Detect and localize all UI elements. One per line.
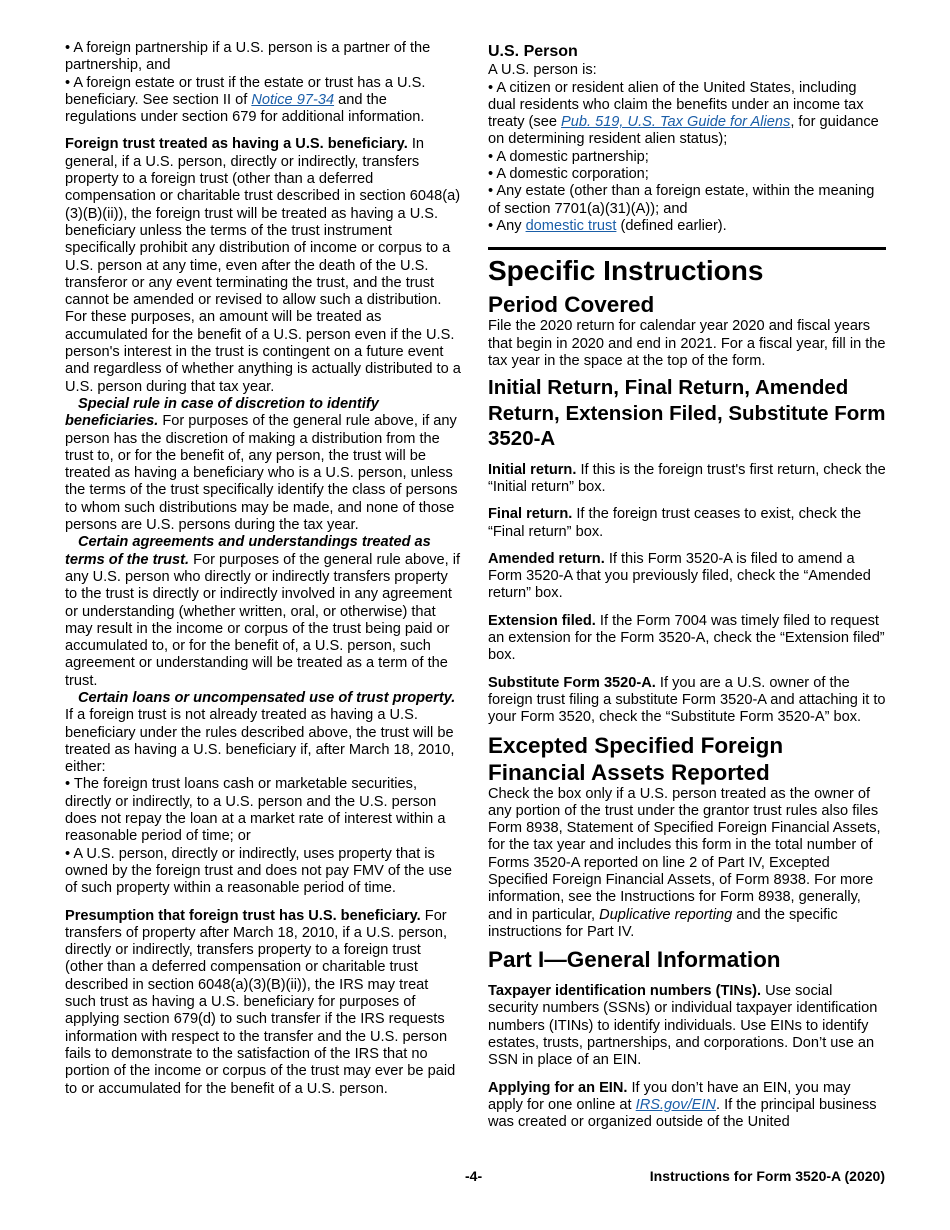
initial-return-heading: Initial Return, Final Return, Amended Return, Extension Filed, Substitute Form 3520-A xyxy=(488,376,886,451)
page-number: -4- xyxy=(465,1168,483,1184)
run-in-heading: Initial return. xyxy=(488,461,577,478)
domestic-trust-link[interactable]: domestic trust xyxy=(525,217,617,234)
bullet-trust-loans: • The foreign trust loans cash or marketable securities, directly or indirectly, to a U.S. person and the U.S. person does not repay the loan at a market rate of interest within a reasonable period of time; or xyxy=(65,776,446,845)
irs-ein-link[interactable]: IRS.gov/EIN xyxy=(635,1096,716,1113)
bullet-foreign-estate xyxy=(65,75,461,127)
paragraph-text: and the specific instructions for Part IV. xyxy=(488,906,838,940)
pub-519-link[interactable]: Pub. 519, U.S. Tax Guide for Aliens xyxy=(561,114,791,131)
paragraph-presumption xyxy=(65,908,461,1098)
run-in-heading: Applying for an EIN. xyxy=(488,1079,628,1096)
run-in-heading: Special rule in case of discretion to identify beneficiaries. xyxy=(65,395,379,430)
paragraph-text: For purposes of the general rule above, if any person has the discretion of making a distribution from the trust to, or for the benefit of, any person, the trust will be treated as having a beneficiary who is a U.S. person, unless the terms of the trust specifically identify the class of persons to whom such distributions may be made, and none of those persons are U.S. persons during the tax year. xyxy=(65,413,458,534)
notice-97-34-link[interactable]: Notice 97-34 xyxy=(251,91,335,108)
bullet-text: and the regulations under section 679 for additional information. xyxy=(65,91,425,126)
excepted-assets-heading: Excepted Specified Foreign Financial Assets Reported xyxy=(488,732,784,785)
run-in-heading: Presumption that foreign trust has U.S. beneficiary. xyxy=(65,907,421,924)
paragraph-text: . If the principal business was created or organized outside of the United xyxy=(488,1096,877,1131)
paragraph-extension-filed xyxy=(488,613,886,665)
paragraph-initial-return xyxy=(488,462,886,497)
paragraph-text: If you are a U.S. owner of the foreign trust filing a substitute Form 3520-A and attaching it to your Form 3520, check the “Substitute Form 3520-A” box. xyxy=(488,674,886,726)
bullet-text: , for guidance on determining resident alien status); xyxy=(488,114,879,148)
bullet-domestic-corporation: • A domestic corporation; xyxy=(488,166,649,183)
left-column xyxy=(65,40,461,1098)
paragraph-text: If the Form 7004 was timely filed to request an extension for the Form 3520-A, check the “Extension filed” box. xyxy=(488,612,885,664)
run-in-heading: Certain loans or uncompensated use of trust property. xyxy=(78,689,456,706)
paragraph-text: If this Form 3520-A is filed to amend a Form 3520-A that you previously filed, check the “Amended return” box. xyxy=(488,550,871,602)
run-in-heading: Amended return. xyxy=(488,550,605,567)
paragraph-text: In general, if a U.S. person, directly or indirectly, transfers property to a foreign trust (other than a deferred compensation or charitable trust described in section 6048(a)(3)(B)(ii)), the foreign trust will be treated as having a U.S. beneficiary unless the terms of the trust instrument specifically prohibit any distribution of income or corpus to a U.S. person at any time, even after the death of the U.S. transferor or any event terminating the trust, and the trust cannot be amended or revised to allow such a distribution. For these purposes, an amount will be treated as accumulated for the benefit of a U.S. person even if the U.S. person's interest in the trust is contingent on a future event and regardless of whether anything is actually distributed to a U.S. person during that tax year. xyxy=(65,136,461,395)
run-in-heading: Certain agreements and understandings treated as terms of the trust. xyxy=(65,534,431,568)
bullet-text: • A foreign estate or trust if the estate or trust has a U.S. beneficiary. See section II of xyxy=(65,74,426,108)
paragraph-applying-ein xyxy=(488,1080,886,1132)
italic-term: Duplicative reporting xyxy=(599,906,733,923)
footer-form-title: Instructions for Form 3520-A (2020) xyxy=(649,1168,885,1184)
paragraph-agreements xyxy=(65,534,461,690)
bullet-text: (defined earlier). xyxy=(616,217,727,234)
run-in-heading: Final return. xyxy=(488,506,573,523)
bullet-citizen xyxy=(488,80,886,149)
run-in-heading: Foreign trust treated as having a U.S. beneficiary. xyxy=(65,136,408,153)
paragraph-text: Check the box only if a U.S. person treated as the owner of any portion of the trust under the grantor trust rules also files Form 8938, Statement of Specified Foreign Financial Assets, for the tax year and includes this form in the total number of Forms 3520-A reported on line 2 of Part IV, Excepted Specified Foreign Financial Assets, of Form 8938. For more information, see the Instructions for Form 8938, generally, and in particular, xyxy=(488,785,881,923)
paragraph-text: For purposes of the general rule above, if any U.S. person who directly or indirectly transfers property to the trust is directly or indirectly involved in any agreement or understanding (whether written, oral, or otherwise) that may result in the income or corpus of the trust being paid or accumulated to, or for the benefit of, a U.S. person, such agreement or understanding will be treated as a term of the trust. xyxy=(65,551,461,689)
paragraph-text: For transfers of property after March 18, 2010, if a U.S. person, directly or indirectly, transfers property to a foreign trust (other than a deferred compensation or charitable trust described in section 6048(a)(3)(B)(ii)), the IRS may treat such trust as having a U.S. beneficiary for purposes of applying section 679(d) to such transfer if the IRS requests information with respect to the transfer and the U.S. person fails to demonstrate to the satisfaction of the IRS that no portion of the income or corpus of the trust may ever be paid to or accumulated for the benefit of a U.S. person. xyxy=(65,907,456,1097)
paragraph-tins xyxy=(488,983,886,1069)
run-in-heading: Taxpayer identification numbers (TINs). xyxy=(488,983,762,1000)
paragraph-foreign-trust-us-beneficiary xyxy=(65,136,461,395)
paragraph-loans xyxy=(65,690,461,776)
bullet-uses-property: • A U.S. person, directly or indirectly, uses property that is owned by the foreign trust and does not pay FMV of the use of such property within a reasonable period of time. xyxy=(65,845,452,897)
period-covered-text: File the 2020 return for calendar year 2020 and fiscal years that begin in 2020 and end in 2021. For a fiscal year, fill in the tax year in the space at the top of the form. xyxy=(488,318,886,369)
paragraph-amended-return xyxy=(488,551,886,603)
excepted-assets-text xyxy=(488,786,886,942)
paragraph-text: Use social security numbers (SSNs) or individual taxpayer identification numbers (ITINs) to identify individuals. Use EINs to identify estates, trusts, partnerships, and corporations. Don’t use an SSN in place of an EIN. xyxy=(488,983,878,1069)
run-in-heading: Extension filed. xyxy=(488,612,596,629)
bullet-text: • Any xyxy=(488,217,526,234)
specific-instructions-heading: Specific Instructions xyxy=(488,255,764,287)
paragraph-discretion-rule xyxy=(65,396,461,534)
paragraph-final-return xyxy=(488,506,886,541)
right-column xyxy=(488,40,886,1132)
paragraph-text: If the foreign trust ceases to exist, check the “Final return” box. xyxy=(488,506,862,540)
bullet-domestic-partnership: • A domestic partnership; xyxy=(488,148,649,165)
bullet-text: • A citizen or resident alien of the United States, including dual residents who claim the benefits under an income tax treaty (see xyxy=(488,79,864,131)
paragraph-substitute-form xyxy=(488,675,886,727)
bullet-foreign-partnership: • A foreign partnership if a U.S. person is a partner of the partnership, and xyxy=(65,40,431,74)
bullet-domestic-trust xyxy=(488,218,886,235)
us-person-intro: A U.S. person is: xyxy=(488,62,597,79)
bullet-estate: • Any estate (other than a foreign estate, within the meaning of section 7701(a)(31)(A)); and xyxy=(488,183,875,217)
paragraph-text: If this is the foreign trust's first return, check the “Initial return” box. xyxy=(488,461,886,495)
period-covered-heading: Period Covered xyxy=(488,292,655,318)
part-1-heading: Part I—General Information xyxy=(488,947,781,973)
paragraph-text: If you don’t have an EIN, you may apply for one online at xyxy=(488,1079,851,1113)
us-person-heading: U.S. Person xyxy=(488,43,578,60)
paragraph-text: If a foreign trust is not already treated as having a U.S. beneficiary under the rules described above, the trust will be treated as having a U.S. beneficiary if, after March 18, 2010, either: xyxy=(65,707,455,776)
section-divider xyxy=(488,247,886,250)
run-in-heading: Substitute Form 3520-A. xyxy=(488,674,656,691)
